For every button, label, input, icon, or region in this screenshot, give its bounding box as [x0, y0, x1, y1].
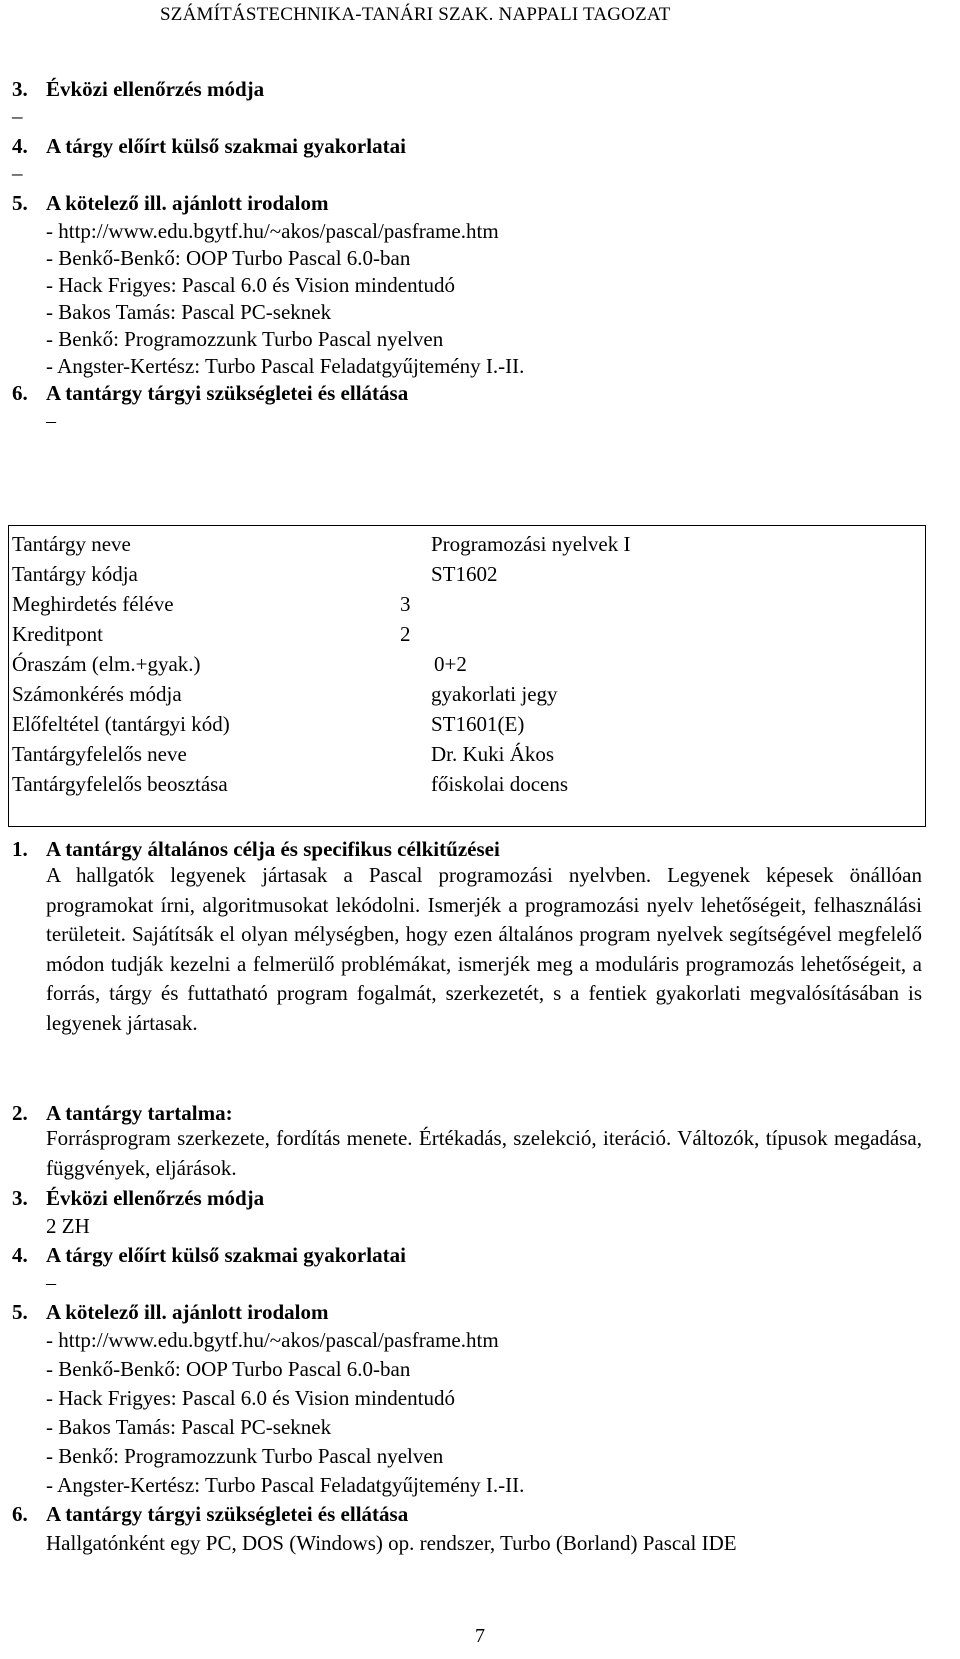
subject-row-key: Tantárgy kódja: [12, 562, 138, 586]
subject-row-value: gyakorlati jegy: [431, 682, 558, 706]
section-number: 4.: [12, 134, 28, 158]
literature-item: - Bakos Tamás: Pascal PC-seknek: [46, 1415, 332, 1439]
top-section-3-heading: [12, 76, 264, 102]
section-3-heading: [12, 1185, 264, 1211]
literature-item: - Benkő-Benkő: OOP Turbo Pascal 6.0-ban: [46, 1357, 411, 1381]
section-6-content: Hallgatónként egy PC, DOS (Windows) op. rendszer, Turbo (Borland) Pascal IDE: [46, 1531, 737, 1555]
subject-row-key: Meghirdetés féléve: [12, 592, 174, 616]
section-number: 5.: [12, 1300, 28, 1324]
top-section-5-heading: [12, 190, 329, 216]
section-4-heading: [12, 1242, 406, 1268]
subject-row-key: Óraszám (elm.+gyak.): [12, 652, 201, 676]
section-2-text: Forrásprogram szerkezete, fordítás menete. Értékadás, szelekció, iteráció. Változók, típusok megadása, függvények, eljárások.: [46, 1126, 922, 1180]
subject-row-key: Tantárgy neve: [12, 532, 131, 556]
top-literature-item: - Benkő-Benkő: OOP Turbo Pascal 6.0-ban: [46, 246, 411, 270]
section-title: A tantárgy általános célja és specifikus célkitűzései: [46, 837, 500, 861]
subject-row-value: Programozási nyelvek I: [431, 532, 631, 556]
top-literature-item: - Bakos Tamás: Pascal PC-seknek: [46, 300, 332, 324]
section-3-content: 2 ZH: [46, 1214, 90, 1238]
subject-info-table: [8, 525, 926, 827]
section-title: Évközi ellenőrzés módja: [46, 77, 265, 101]
section-title: A tantárgy tárgyi szükségletei és ellátása: [46, 381, 409, 405]
section-number: 6.: [12, 381, 28, 405]
section-4-content: –: [46, 1272, 56, 1294]
top-literature-item: - http://www.edu.bgytf.hu/~akos/pascal/pasframe.htm: [46, 219, 499, 243]
section-title: A tárgy előírt külső szakmai gyakorlatai: [46, 134, 406, 158]
subject-row-value: 0+2: [434, 652, 467, 676]
section-number: 2.: [12, 1101, 28, 1125]
top-section-4-heading: [12, 133, 406, 159]
subject-row-value: főiskolai docens: [431, 772, 569, 796]
subject-row-key: Számonkérés módja: [12, 682, 182, 706]
section-number: 3.: [12, 1186, 28, 1210]
literature-item: - Angster-Kertész: Turbo Pascal Feladatgyűjtemény I.-II.: [46, 1473, 525, 1497]
section-title: A kötelező ill. ajánlott irodalom: [46, 1300, 329, 1324]
section-title: A tantárgy tárgyi szükségletei és ellátása: [46, 1502, 409, 1526]
subject-row-value: ST1602: [431, 562, 498, 586]
subject-row-key: Előfeltétel (tantárgyi kód): [12, 712, 230, 736]
section-1-heading: [12, 836, 500, 862]
subject-row-value: ST1601(E): [431, 712, 525, 736]
section-6-heading: [12, 1501, 408, 1527]
section-2-heading: [12, 1100, 233, 1126]
subject-row-key: Tantárgyfelelős neve: [12, 742, 187, 766]
section-number: 5.: [12, 191, 28, 215]
section-5-heading: [12, 1299, 329, 1325]
section-number: 1.: [12, 837, 28, 861]
section-title: A tantárgy tartalma:: [46, 1101, 233, 1125]
literature-item: - Hack Frigyes: Pascal 6.0 és Vision mindentudó: [46, 1386, 455, 1410]
page-number: 7: [475, 1625, 485, 1647]
top-section-3-content: –: [12, 104, 23, 128]
subject-row-value: 3: [400, 592, 411, 616]
literature-item: - Benkő: Programozzunk Turbo Pascal nyelven: [46, 1444, 444, 1468]
top-section-6-heading: [12, 380, 408, 406]
literature-item: - http://www.edu.bgytf.hu/~akos/pascal/pasframe.htm: [46, 1328, 499, 1352]
subject-row-value: Dr. Kuki Ákos: [431, 742, 555, 766]
subject-row-key: Kreditpont: [12, 622, 103, 646]
top-literature-item: - Benkő: Programozzunk Turbo Pascal nyelven: [46, 327, 444, 351]
section-number: 3.: [12, 77, 28, 101]
section-number: 4.: [12, 1243, 28, 1267]
subject-row-value: 2: [400, 622, 411, 646]
section-title: A kötelező ill. ajánlott irodalom: [46, 191, 329, 215]
section-title: A tárgy előírt külső szakmai gyakorlatai: [46, 1243, 406, 1267]
subject-row-key: Tantárgyfelelős beosztása: [12, 772, 228, 796]
top-literature-item: - Hack Frigyes: Pascal 6.0 és Vision mindentudó: [46, 273, 455, 297]
section-1-text: A hallgatók legyenek jártasak a Pascal programozási nyelvben. Legyenek képesek önállóan programokat írni, algoritmusokat lekódolni. Ismerjék a programozási nyelv lehetőségeit, felhasználási területeit. Sajátítsák el olyan mélységben, hogy ezen általános program nyelvek segítségével megfelelő módon tudják kezelni a felmerülő problémákat, ismerjék meg a moduláris programozás lehetőségeit, a forrás, tárgy és futtatható program fogalmát, szerkezetét, s a fentiek gyakorlati megvalósításában is legyenek jártasak.: [46, 863, 922, 1035]
page-header: SZÁMÍTÁSTECHNIKA-TANÁRI SZAK. NAPPALI TAGOZAT: [160, 4, 671, 25]
top-section-4-content: –: [12, 161, 23, 185]
section-title: Évközi ellenőrzés módja: [46, 1186, 265, 1210]
top-section-6-content: –: [46, 410, 56, 432]
section-number: 6.: [12, 1502, 28, 1526]
top-literature-item: - Angster-Kertész: Turbo Pascal Feladatgyűjtemény I.-II.: [46, 354, 525, 378]
